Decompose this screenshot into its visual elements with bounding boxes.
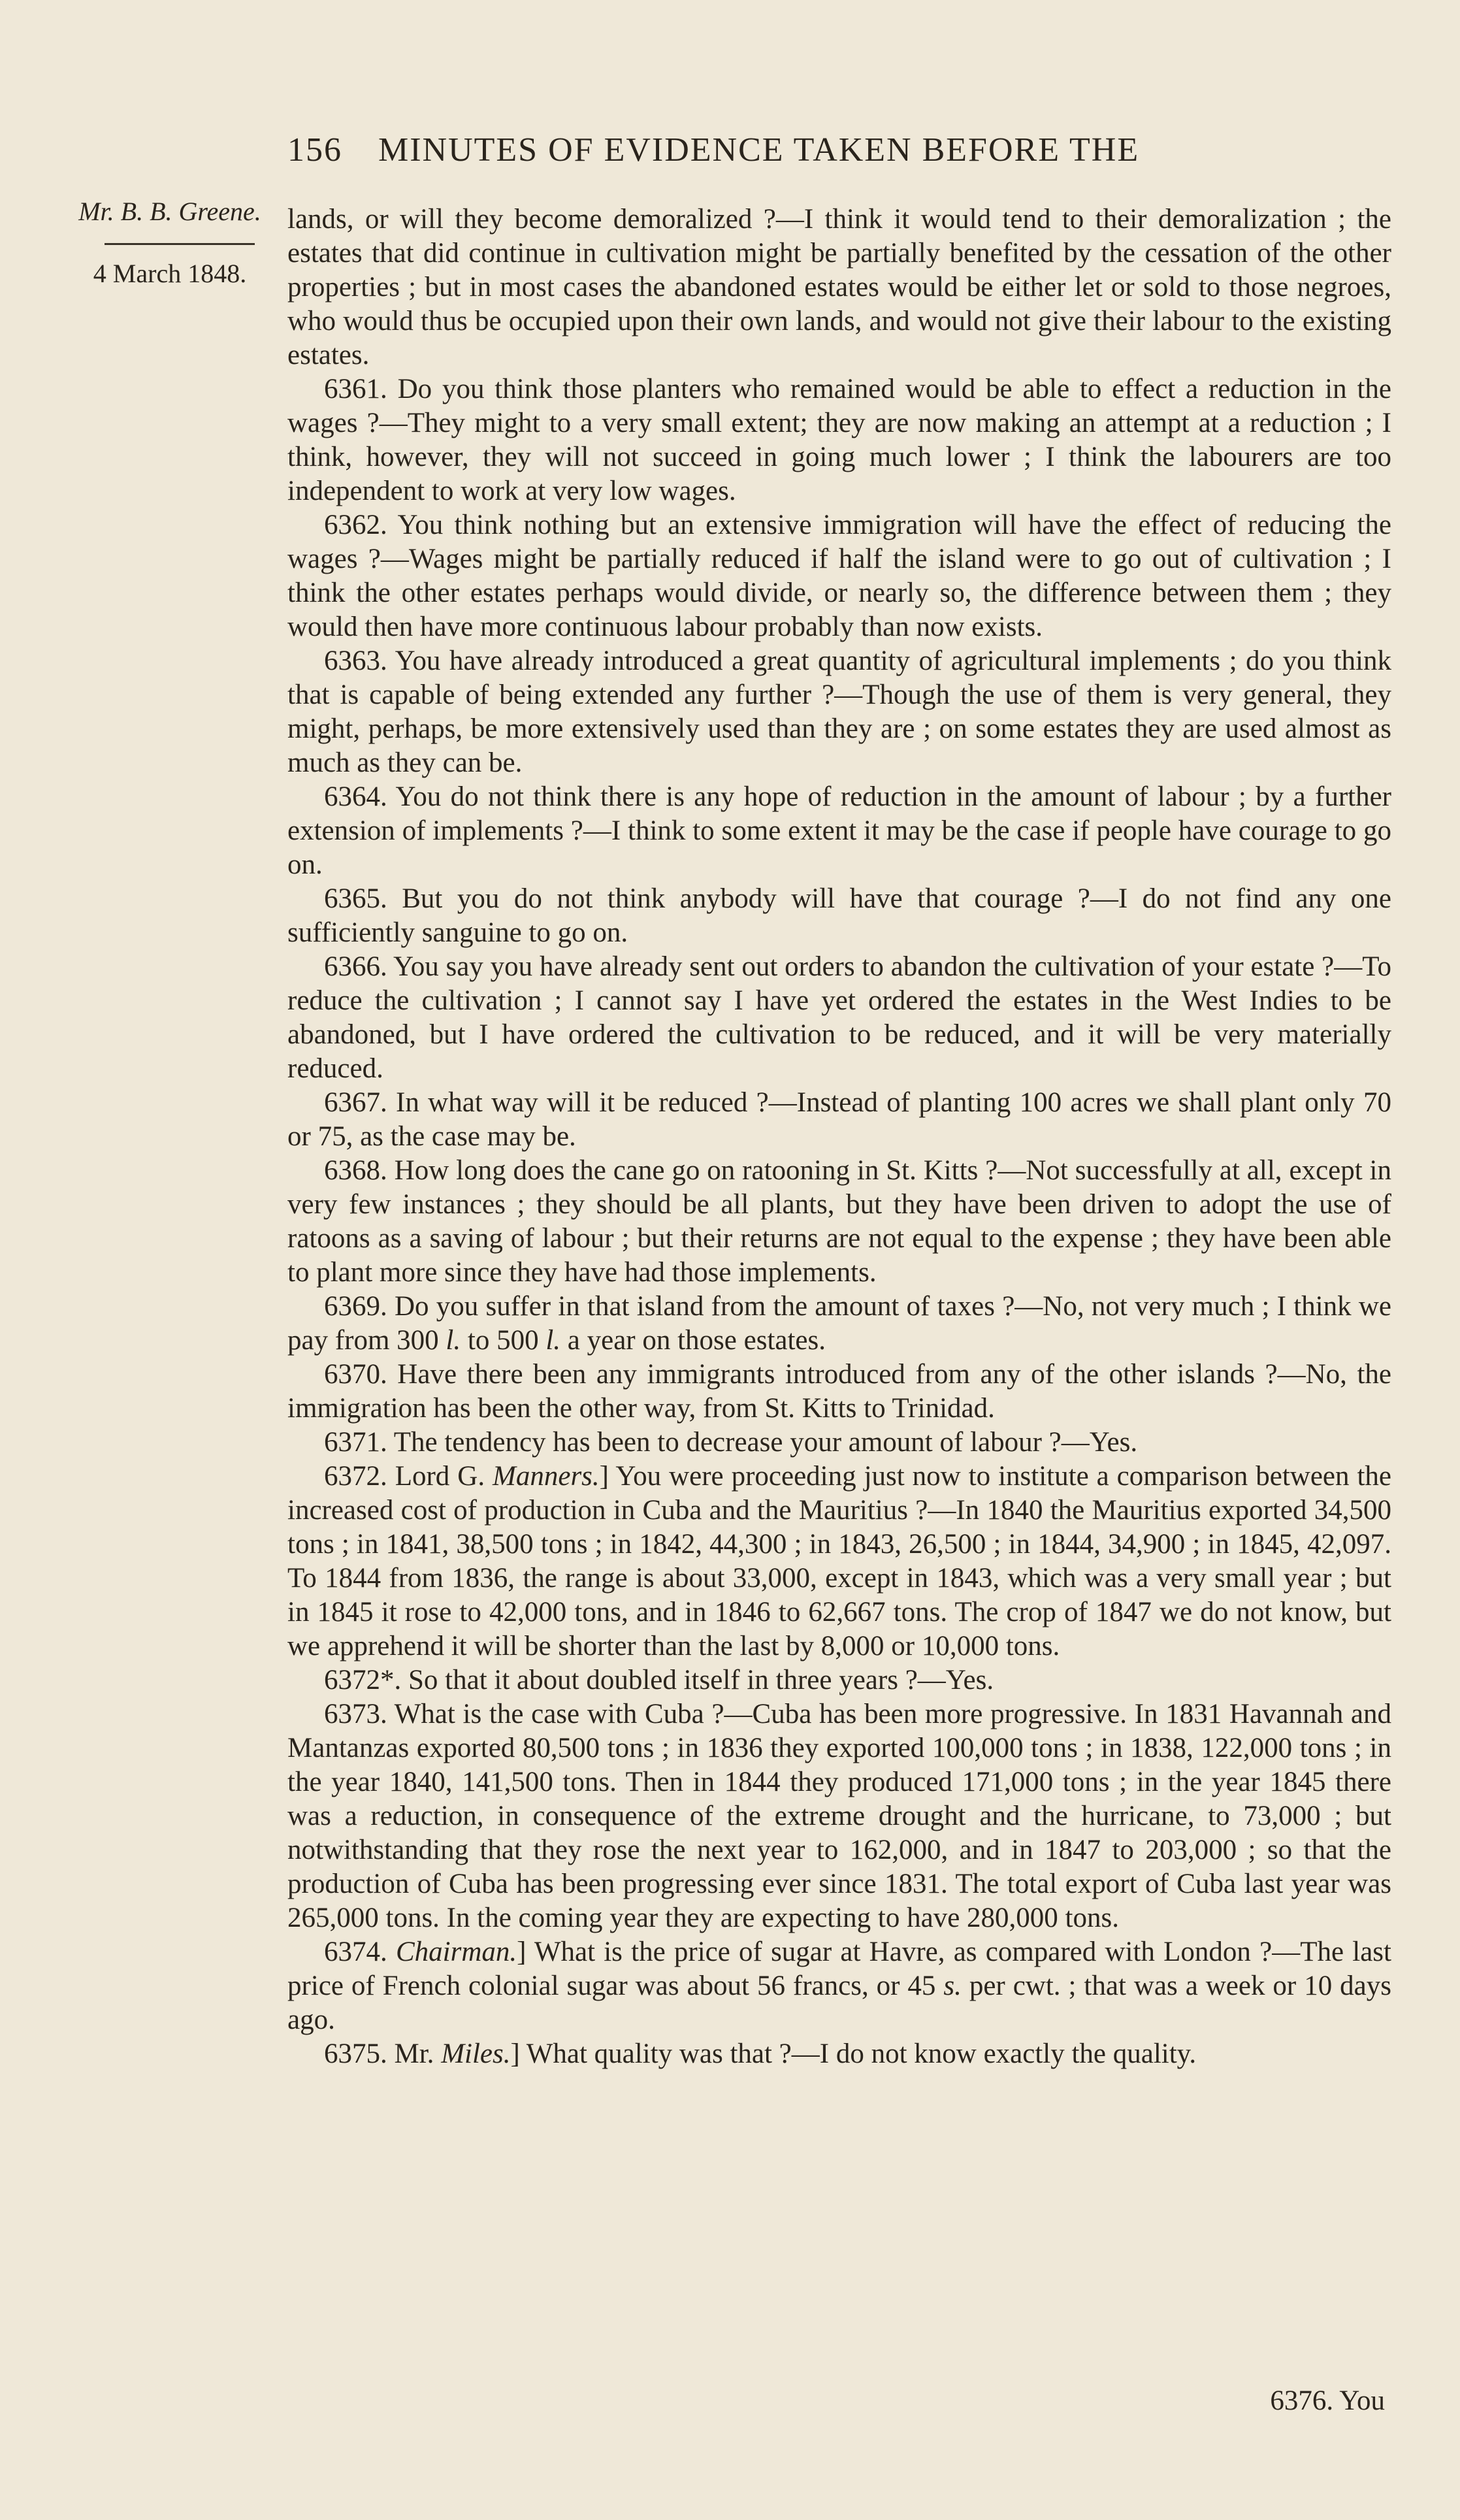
paragraph: 6362. You think nothing but an extensive immigration will have the effect of reducing the wages ?—Wages might be partially reduced if half the island were to go out of cultivation ; I think the other estates perhaps would divide, or nearly so, the difference between them ; they would then have more continuous labour probably than now exists. (287, 510, 1391, 642)
paragraph: 6367. In what way will it be reduced ?—Instead of planting 100 acres we shall plant only 70 or 75, as the case may be. (287, 1087, 1391, 1152)
paragraph: lands, or will they become demoralized ?—I think it would tend to their demoralization ; the estates that did continue in cultivation might be partially benefited by the cessation of the other properties ; but in most cases the abandoned estates would be either let or sold to those negroes, who would thus be occupied upon their own lands, and would not give their labour to the existing estates. (287, 204, 1391, 370)
witness-sidenote: Mr. B. B. Greene. (78, 197, 261, 226)
paragraph: 6372. Lord G. Manners.] You were proceeding just now to institute a comparison between the increased cost of production in Cuba and the Mauritius ?—In 1840 the Mauritius exported 34,500 tons ; in 1841, 38,500 tons ; in 1842, 44,300 ; in 1843, 26,500 ; in 1844, 34,900 ; in 1845, 42,097. To 1844 from 1836, the range is about 33,000, except in 1843, which was a very small year ; but in 1845 it rose to 42,000 tons, and in 1846 to 62,667 tons. The crop of 1847 we do not know, but we apprehend it will be shorter than the last by 8,000 or 10,000 tons. (287, 1461, 1392, 1661)
paragraph: 6371. The tendency has been to decrease your amount of labour ?—Yes. (324, 1427, 1138, 1458)
paragraph: 6374. Chairman.] What is the price of sugar at Havre, as compared with London ?—The last price of French colonial sugar was about 56 francs, or 45 s. per cwt. ; that was a week or 10 days ago. (287, 1937, 1391, 2035)
paragraph: 6370. Have there been any immigrants introduced from any of the other islands ?—No, the immigration has been the other way, from St. Kitts to Trinidad. (287, 1359, 1391, 1424)
running-title: MINUTES OF EVIDENCE TAKEN BEFORE THE (378, 131, 1140, 169)
evidence-text (287, 203, 1391, 2071)
sidenote-divider (105, 243, 255, 245)
paragraph: 6372*. So that it about doubled itself in three years ?—Yes. (324, 1665, 994, 1695)
page-header (287, 131, 1398, 169)
paragraph: 6365. But you do not think anybody will have that courage ?—I do not find any one sufficiently sanguine to go on. (287, 883, 1391, 948)
paragraph: 6373. What is the case with Cuba ?—Cuba has been more progressive. In 1831 Havannah and Mantanzas exported 80,500 tons ; in 1836 they exported 100,000 tons ; in 1838, 122,000 tons ; in the year 1840, 141,500 tons. Then in 1844 they produced 171,000 tons ; in the year 1845 there was a reduction, in consequence of the extreme drought and the hurricane, to 73,000 ; but notwithstanding that they rose the next year to 162,000, and in 1847 to 203,000 ; so that the production of Cuba has been progressing ever since 1831. The total export of Cuba last year was 265,000 tons. In the coming year they are expecting to have 280,000 tons. (287, 1699, 1391, 1933)
date-sidenote: 4 March 1848. (93, 259, 247, 288)
paragraph: 6368. How long does the cane go on ratooning in St. Kitts ?—Not successfully at all, except in very few instances ; they should be all plants, but they have been driven to adopt the use of ratoons as a saving of labour ; but their returns are not equal to the expense ; they have been able to plant more since they have had those implements. (287, 1155, 1391, 1288)
catchword: 6376. You (1270, 2385, 1385, 2416)
paragraph: 6366. You say you have already sent out orders to abandon the cultivation of your estate ?—To reduce the cultivation ; I cannot say I have yet ordered the estates in the West Indies to be abandoned, but I have ordered the cultivation to be reduced, and it will be very materially reduced. (287, 951, 1391, 1084)
paragraph: 6369. Do you suffer in that island from the amount of taxes ?—No, not very much ; I think we pay from 300 l. to 500 l. a year on those estates. (287, 1291, 1391, 1356)
paragraph: 6363. You have already introduced a great quantity of agricultural implements ; do you think that is capable of being extended any further ?—Though the use of them is very general, they might, perhaps, be more extensively used than they are ; on some estates they are used almost as much as they can be. (287, 646, 1391, 778)
paragraph: 6375. Mr. Miles.] What quality was that ?—I do not know exactly the quality. (324, 2038, 1197, 2069)
paragraph: 6364. You do not think there is any hope of reduction in the amount of labour ; by a further extension of implements ?—I think to some extent it may be the case if people have courage to go on. (287, 781, 1391, 880)
paragraph: 6361. Do you think those planters who remained would be able to effect a reduction in the wages ?—They might to a very small extent; they are now making an attempt at a reduction ; I think, however, they will not succeed in going much lower ; I think the labourers are too independent to work at very low wages. (287, 374, 1391, 506)
page-number: 156 (287, 131, 342, 169)
